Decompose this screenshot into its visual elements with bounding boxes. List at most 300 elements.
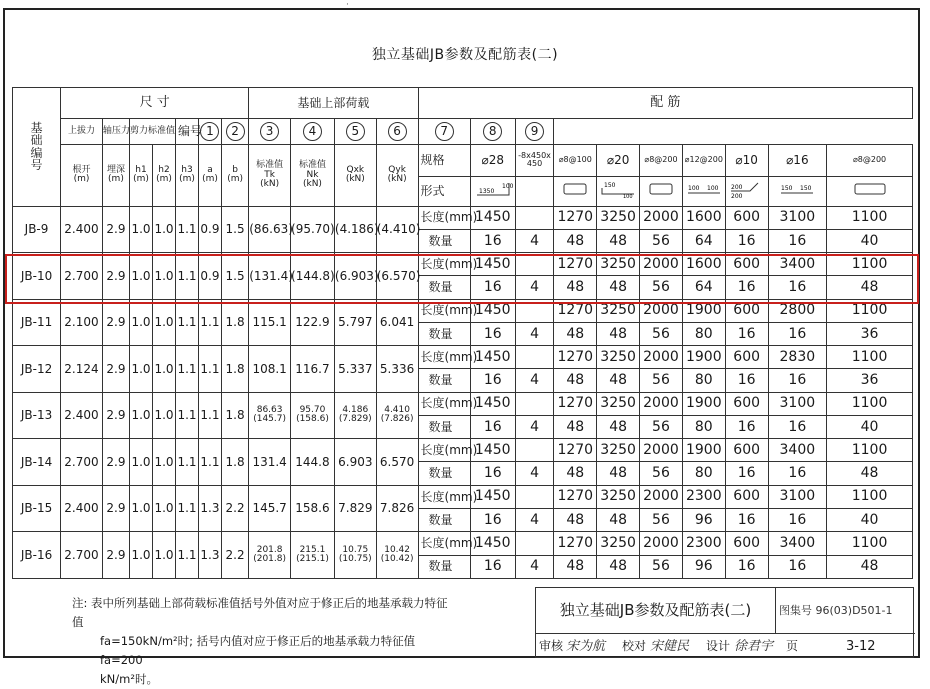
- size-col-h3: h3 (m): [176, 145, 199, 206]
- length-value: 1450: [470, 253, 515, 276]
- length-value: 1600: [682, 206, 725, 229]
- qty-value: 16: [725, 555, 768, 579]
- foundation-id: JB-10: [13, 253, 61, 300]
- length-value: 1100: [827, 439, 913, 462]
- header-shear-y: Qyk (kN): [376, 145, 418, 206]
- header-foundation-no: [13, 88, 61, 207]
- svg-text:1350: 1350: [478, 188, 495, 196]
- qty-value: 16: [725, 276, 768, 299]
- top-mark: ·: [346, 0, 349, 10]
- length-value: 1600: [682, 253, 725, 276]
- dim-cell: 2.9: [102, 299, 129, 346]
- length-value: 1270: [554, 206, 597, 229]
- dim-cell: 2.9: [102, 392, 129, 439]
- qty-value: 16: [470, 508, 515, 531]
- header-axial-sub: 标准值 Nk (kN): [291, 145, 335, 206]
- table-row: [13, 439, 913, 462]
- qty-value: 40: [827, 415, 913, 438]
- qty-value: 56: [640, 276, 683, 299]
- dim-cell: 1.0: [130, 299, 153, 346]
- table-row: [13, 299, 913, 322]
- dim-cell: 1.1: [176, 346, 199, 393]
- bar-shape-2: [515, 176, 554, 206]
- length-value: 2800: [768, 299, 827, 322]
- length-value: 1270: [554, 485, 597, 508]
- shear-x-value: 10.75 (10.75): [334, 532, 376, 579]
- bar-spec-9: ⌀8@200: [827, 145, 913, 177]
- header-xingshi: 形式: [418, 176, 470, 206]
- header-shear-x: Qxk (kN): [334, 145, 376, 206]
- foundation-id: JB-16: [13, 532, 61, 579]
- dim-cell: 1.0: [130, 485, 153, 532]
- dim-cell: 1.0: [153, 485, 176, 532]
- uplift-value: 86.63 (145.7): [249, 392, 291, 439]
- header-axial: 轴压力: [102, 118, 129, 144]
- qty-value: 16: [768, 369, 827, 392]
- qty-label: 数量: [418, 369, 470, 392]
- qty-value: 16: [470, 415, 515, 438]
- dim-cell: 0.9: [198, 253, 221, 300]
- dim-cell: 2.2: [221, 485, 248, 532]
- size-col-h1: h1 (m): [130, 145, 153, 206]
- qty-value: 4: [515, 508, 554, 531]
- qty-value: 80: [682, 415, 725, 438]
- qty-value: 16: [768, 508, 827, 531]
- length-value: 1450: [470, 346, 515, 369]
- dim-cell: 2.9: [102, 253, 129, 300]
- length-value: [515, 439, 554, 462]
- dim-cell: 1.1: [176, 392, 199, 439]
- length-value: [515, 392, 554, 415]
- dim-cell: 1.0: [153, 392, 176, 439]
- length-value: 3250: [597, 485, 640, 508]
- header-shear: 剪力标准值: [130, 118, 176, 144]
- length-value: 2000: [640, 532, 683, 555]
- length-value: 2000: [640, 206, 683, 229]
- dim-cell: 1.0: [130, 206, 153, 253]
- dim-cell: 1.3: [198, 532, 221, 579]
- shear-y-value: 10.42 (10.42): [376, 532, 418, 579]
- table-row: [13, 532, 913, 555]
- dim-cell: 2.9: [102, 439, 129, 486]
- bar-number-1: 1: [198, 118, 221, 144]
- qty-label: 数量: [418, 415, 470, 438]
- qty-value: 48: [597, 415, 640, 438]
- header-load: 基础上部荷载: [249, 88, 418, 119]
- qty-value: 16: [768, 462, 827, 485]
- qty-value: 48: [554, 322, 597, 345]
- qty-value: 48: [554, 229, 597, 252]
- size-col-maishen: 埋深 (m): [102, 145, 129, 206]
- length-value: 600: [725, 532, 768, 555]
- dim-cell: 2.9: [102, 346, 129, 393]
- dim-cell: 2.700: [61, 439, 103, 486]
- qty-value: 4: [515, 276, 554, 299]
- qty-value: 48: [554, 415, 597, 438]
- length-label: 长度(mm): [418, 206, 470, 229]
- length-value: 3250: [597, 392, 640, 415]
- dim-cell: 1.0: [130, 253, 153, 300]
- length-label: 长度(mm): [418, 346, 470, 369]
- length-label: 长度(mm): [418, 532, 470, 555]
- bar-number-8: 8: [470, 118, 515, 144]
- length-value: 2830: [768, 346, 827, 369]
- rebar-parameter-table: [12, 87, 913, 579]
- qty-value: 16: [768, 415, 827, 438]
- shear-y-value: (4.410): [376, 206, 418, 253]
- length-value: 1900: [682, 439, 725, 462]
- note-line-2: fa=150kN/m²时; 括号内值对应于修正后的地基承载力特征值 fa=200: [100, 634, 416, 667]
- bar-shape-4: [597, 176, 640, 206]
- design-signature: 徐君宇: [734, 639, 774, 654]
- dim-cell: 1.1: [176, 253, 199, 300]
- length-value: 1270: [554, 392, 597, 415]
- qty-value: 48: [597, 276, 640, 299]
- bar-spec-4: ⌀20: [597, 145, 640, 177]
- qty-value: 16: [470, 229, 515, 252]
- bar-spec-7: ⌀10: [725, 145, 768, 177]
- axial-value: 144.8: [291, 439, 335, 486]
- length-value: 1900: [682, 299, 725, 322]
- bar-spec-5: ⌀8@200: [640, 145, 683, 177]
- qty-value: 16: [768, 322, 827, 345]
- dim-cell: 1.0: [153, 299, 176, 346]
- length-value: 1270: [554, 253, 597, 276]
- shear-y-value: 6.041: [376, 299, 418, 346]
- qty-value: 48: [597, 555, 640, 579]
- length-value: 3250: [597, 206, 640, 229]
- bar-number-9: 9: [515, 118, 554, 144]
- shear-y-value: 5.336: [376, 346, 418, 393]
- qty-value: 48: [554, 276, 597, 299]
- length-value: 2000: [640, 346, 683, 369]
- qty-value: 48: [597, 508, 640, 531]
- bar-number-4: 4: [291, 118, 335, 144]
- foundation-id: JB-11: [13, 299, 61, 346]
- length-value: 3250: [597, 346, 640, 369]
- qty-value: 96: [682, 555, 725, 579]
- header-rebar: 配 筋: [418, 88, 912, 119]
- bar-shape-1: [470, 176, 515, 206]
- length-value: 1900: [682, 392, 725, 415]
- qty-value: 16: [470, 276, 515, 299]
- header-foundation-char: 编: [30, 145, 43, 160]
- table-row: [13, 253, 913, 276]
- length-value: [515, 206, 554, 229]
- axial-value: (95.70): [291, 206, 335, 253]
- page-label: 页: [786, 639, 799, 653]
- review-label: 审核: [539, 639, 564, 653]
- shear-y-value: 7.826: [376, 485, 418, 532]
- length-value: 1100: [827, 485, 913, 508]
- length-value: 2000: [640, 485, 683, 508]
- length-value: 3100: [768, 485, 827, 508]
- bar-number-6: 6: [376, 118, 418, 144]
- dim-cell: 0.9: [198, 206, 221, 253]
- shear-y-value: 4.410 (7.826): [376, 392, 418, 439]
- qty-value: 48: [554, 508, 597, 531]
- qty-value: 36: [827, 369, 913, 392]
- dim-cell: 1.0: [153, 439, 176, 486]
- dim-cell: 2.700: [61, 253, 103, 300]
- svg-text:100: 100: [501, 183, 514, 191]
- dim-cell: 1.1: [176, 206, 199, 253]
- dim-cell: 1.0: [130, 346, 153, 393]
- length-value: 1450: [470, 392, 515, 415]
- qty-value: 48: [827, 555, 913, 579]
- bar-shape-8: [768, 176, 827, 206]
- qty-value: 48: [597, 369, 640, 392]
- bar-shape-6-icon: [685, 180, 723, 198]
- svg-text:150: 150: [800, 185, 812, 193]
- dim-cell: 2.9: [102, 206, 129, 253]
- shear-x-value: 5.797: [334, 299, 376, 346]
- bar-shape-8-icon: [778, 180, 816, 198]
- length-value: 1100: [827, 299, 913, 322]
- dim-cell: 1.1: [198, 299, 221, 346]
- dim-cell: 1.1: [176, 532, 199, 579]
- qty-value: 56: [640, 322, 683, 345]
- bar-shape-4-icon: [599, 180, 637, 201]
- foundation-id: JB-13: [13, 392, 61, 439]
- bar-number-7: 7: [418, 118, 470, 144]
- dim-cell: 1.0: [153, 253, 176, 300]
- qty-label: 数量: [418, 555, 470, 579]
- svg-text:150: 150: [781, 185, 793, 193]
- length-value: 1100: [827, 206, 913, 229]
- title-block-signatures: [536, 633, 915, 659]
- table-row: [13, 346, 913, 369]
- length-value: 2300: [682, 532, 725, 555]
- size-col-genkai: 根开 (m): [61, 145, 103, 206]
- qty-value: 36: [827, 322, 913, 345]
- axial-value: 215.1 (215.1): [291, 532, 335, 579]
- length-label: 长度(mm): [418, 485, 470, 508]
- qty-value: 96: [682, 508, 725, 531]
- dim-cell: 1.8: [221, 392, 248, 439]
- qty-value: 16: [768, 555, 827, 579]
- dim-cell: 1.1: [198, 392, 221, 439]
- dim-cell: 1.0: [153, 532, 176, 579]
- check-signature: 宋健民: [650, 639, 690, 654]
- length-value: 600: [725, 253, 768, 276]
- svg-text:200: 200: [730, 193, 743, 201]
- length-value: 1270: [554, 439, 597, 462]
- dim-cell: 1.8: [221, 439, 248, 486]
- uplift-value: 115.1: [249, 299, 291, 346]
- svg-text:150: 150: [604, 182, 616, 190]
- length-value: 1270: [554, 299, 597, 322]
- length-value: 3400: [768, 439, 827, 462]
- table-row: [13, 206, 913, 229]
- qty-value: 56: [640, 462, 683, 485]
- length-label: 长度(mm): [418, 253, 470, 276]
- length-label: 长度(mm): [418, 299, 470, 322]
- dim-cell: 1.0: [130, 532, 153, 579]
- dim-cell: 1.1: [198, 439, 221, 486]
- length-value: 1100: [827, 392, 913, 415]
- qty-value: 80: [682, 369, 725, 392]
- dim-cell: 1.5: [221, 206, 248, 253]
- length-value: 600: [725, 346, 768, 369]
- title-block-name: 独立基础JB参数及配筋表(二): [536, 588, 776, 633]
- qty-value: 16: [725, 322, 768, 345]
- dim-cell: 1.5: [221, 253, 248, 300]
- dim-cell: 2.100: [61, 299, 103, 346]
- bar-number-5: 5: [334, 118, 376, 144]
- dim-cell: 1.0: [153, 346, 176, 393]
- qty-value: 4: [515, 369, 554, 392]
- dim-cell: 2.2: [221, 532, 248, 579]
- bar-shape-9-icon: [850, 181, 890, 197]
- shear-x-value: 7.829: [334, 485, 376, 532]
- length-value: 600: [725, 439, 768, 462]
- dim-cell: 2.700: [61, 532, 103, 579]
- bar-spec-3: ⌀8@100: [554, 145, 597, 177]
- qty-label: 数量: [418, 276, 470, 299]
- uplift-value: 108.1: [249, 346, 291, 393]
- length-value: 600: [725, 392, 768, 415]
- uplift-value: 131.4: [249, 439, 291, 486]
- qty-value: 64: [682, 229, 725, 252]
- bar-spec-8: ⌀16: [768, 145, 827, 177]
- length-value: 1450: [470, 532, 515, 555]
- length-value: 3100: [768, 206, 827, 229]
- dim-cell: 1.3: [198, 485, 221, 532]
- header-foundation-char: 础: [30, 133, 43, 148]
- qty-value: 40: [827, 508, 913, 531]
- qty-value: 16: [768, 229, 827, 252]
- qty-value: 48: [827, 462, 913, 485]
- bar-shape-7-icon: [728, 179, 766, 199]
- qty-value: 48: [554, 555, 597, 579]
- axial-value: 95.70 (158.6): [291, 392, 335, 439]
- length-value: 1900: [682, 346, 725, 369]
- axial-value: (144.8): [291, 253, 335, 300]
- qty-value: 16: [725, 369, 768, 392]
- length-value: 3250: [597, 532, 640, 555]
- qty-value: 48: [827, 276, 913, 299]
- qty-value: 16: [725, 415, 768, 438]
- qty-value: 16: [725, 508, 768, 531]
- bar-spec-2: -8x450x 450: [515, 145, 554, 177]
- qty-value: 48: [554, 369, 597, 392]
- bar-shape-6: [682, 176, 725, 206]
- uplift-value: 145.7: [249, 485, 291, 532]
- length-value: 1100: [827, 346, 913, 369]
- qty-value: 56: [640, 555, 683, 579]
- length-value: [515, 346, 554, 369]
- table-note: [72, 594, 452, 689]
- dim-cell: 1.0: [130, 439, 153, 486]
- bar-shape-5-icon: [646, 181, 676, 197]
- qty-value: 56: [640, 369, 683, 392]
- uplift-value: (131.4): [249, 253, 291, 300]
- shear-y-value: 6.570: [376, 439, 418, 486]
- length-value: 1100: [827, 532, 913, 555]
- qty-value: 16: [725, 229, 768, 252]
- length-value: 1100: [827, 253, 913, 276]
- bar-number-2: 2: [221, 118, 248, 144]
- qty-value: 56: [640, 229, 683, 252]
- size-col-a: a (m): [198, 145, 221, 206]
- length-value: 3250: [597, 253, 640, 276]
- qty-value: 4: [515, 555, 554, 579]
- qty-value: 4: [515, 415, 554, 438]
- length-value: 3250: [597, 439, 640, 462]
- qty-value: 16: [725, 462, 768, 485]
- qty-value: 48: [597, 462, 640, 485]
- length-value: 2000: [640, 253, 683, 276]
- dim-cell: 2.400: [61, 206, 103, 253]
- qty-label: 数量: [418, 229, 470, 252]
- dim-cell: 2.9: [102, 532, 129, 579]
- qty-value: 64: [682, 276, 725, 299]
- dim-cell: 1.0: [130, 392, 153, 439]
- shear-x-value: 6.903: [334, 439, 376, 486]
- length-value: 1450: [470, 206, 515, 229]
- length-value: 1270: [554, 346, 597, 369]
- foundation-id: JB-9: [13, 206, 61, 253]
- shear-x-value: (4.186): [334, 206, 376, 253]
- length-value: 2300: [682, 485, 725, 508]
- dim-cell: 1.1: [176, 485, 199, 532]
- axial-value: 122.9: [291, 299, 335, 346]
- length-value: [515, 299, 554, 322]
- length-label: 长度(mm): [418, 439, 470, 462]
- svg-text:100: 100: [623, 194, 633, 201]
- dim-cell: 2.9: [102, 485, 129, 532]
- foundation-id: JB-15: [13, 485, 61, 532]
- qty-label: 数量: [418, 462, 470, 485]
- dim-cell: 1.0: [153, 206, 176, 253]
- length-value: 1270: [554, 532, 597, 555]
- dim-cell: 1.1: [176, 299, 199, 346]
- dim-cell: 1.8: [221, 346, 248, 393]
- header-size: 尺 寸: [61, 88, 249, 119]
- document-title: 独立基础JB参数及配筋表(二): [371, 47, 559, 63]
- design-label: 设计: [706, 639, 731, 653]
- dim-cell: 2.400: [61, 485, 103, 532]
- header-foundation-char: 基: [30, 120, 43, 135]
- table-row: [13, 392, 913, 415]
- qty-label: 数量: [418, 508, 470, 531]
- shear-x-value: (6.903): [334, 253, 376, 300]
- bar-shape-1-icon: [474, 180, 512, 198]
- shear-x-value: 5.337: [334, 346, 376, 393]
- bar-shape-3-icon: [560, 181, 590, 197]
- size-col-b: b (m): [221, 145, 248, 206]
- foundation-id: JB-12: [13, 346, 61, 393]
- length-value: 3250: [597, 299, 640, 322]
- length-value: 3400: [768, 253, 827, 276]
- qty-value: 16: [470, 369, 515, 392]
- table-row: [13, 485, 913, 508]
- note-line-3: kN/m²时。: [100, 672, 158, 686]
- length-value: 2000: [640, 299, 683, 322]
- page-number: 3-12: [846, 639, 876, 654]
- shear-y-value: (6.570): [376, 253, 418, 300]
- qty-value: 4: [515, 322, 554, 345]
- axial-value: 158.6: [291, 485, 335, 532]
- length-label: 长度(mm): [418, 392, 470, 415]
- qty-value: 16: [470, 322, 515, 345]
- qty-value: 56: [640, 508, 683, 531]
- length-value: 600: [725, 299, 768, 322]
- length-value: 600: [725, 485, 768, 508]
- bar-shape-3: [554, 176, 597, 206]
- header-foundation-char: 号: [30, 158, 43, 173]
